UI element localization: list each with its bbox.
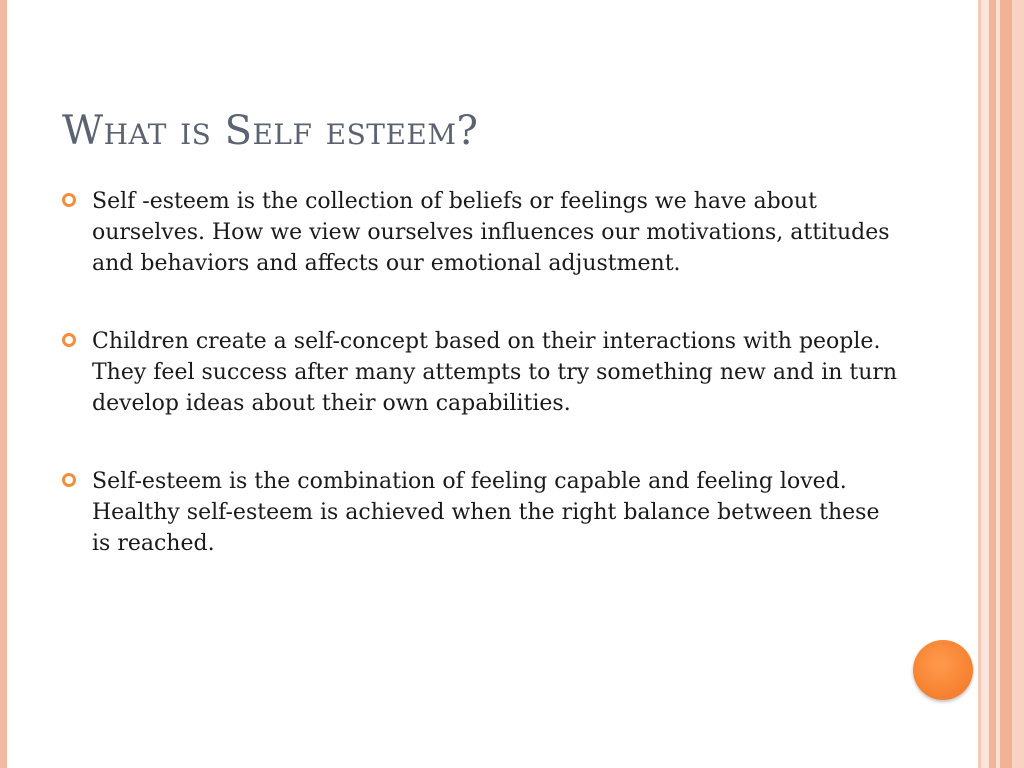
bullet-item <box>62 326 902 419</box>
right-border-stripe <box>1012 0 1024 768</box>
bullet-item <box>62 186 902 279</box>
bullet-item <box>62 466 902 559</box>
bullet-circle-icon <box>62 333 76 347</box>
right-border-stripe <box>989 0 996 768</box>
right-border-stripe <box>981 0 989 768</box>
right-border-stripe <box>1000 0 1012 768</box>
slide-title: What is Self esteem? <box>62 108 479 154</box>
bullet-circle-icon <box>62 193 76 207</box>
bullet-text: Children create a self-concept based on their interactions with people. They feel success after many attempts to try something new and in turn develop ideas about their own capabilities. <box>92 329 898 416</box>
orange-circle-decoration-icon <box>913 640 973 700</box>
bullet-list <box>62 186 902 606</box>
left-border-stripe <box>0 0 7 768</box>
bullet-text: Self-esteem is the combination of feeling capable and feeling loved. Healthy self-esteem is achieved when the right balance between these is reached. <box>92 469 880 556</box>
bullet-text: Self -esteem is the collection of beliefs or feelings we have about ourselves. How we view ourselves influences our motivations, attitudes and behaviors and affects our emotional adjustment. <box>92 189 890 276</box>
bullet-circle-icon <box>62 473 76 487</box>
